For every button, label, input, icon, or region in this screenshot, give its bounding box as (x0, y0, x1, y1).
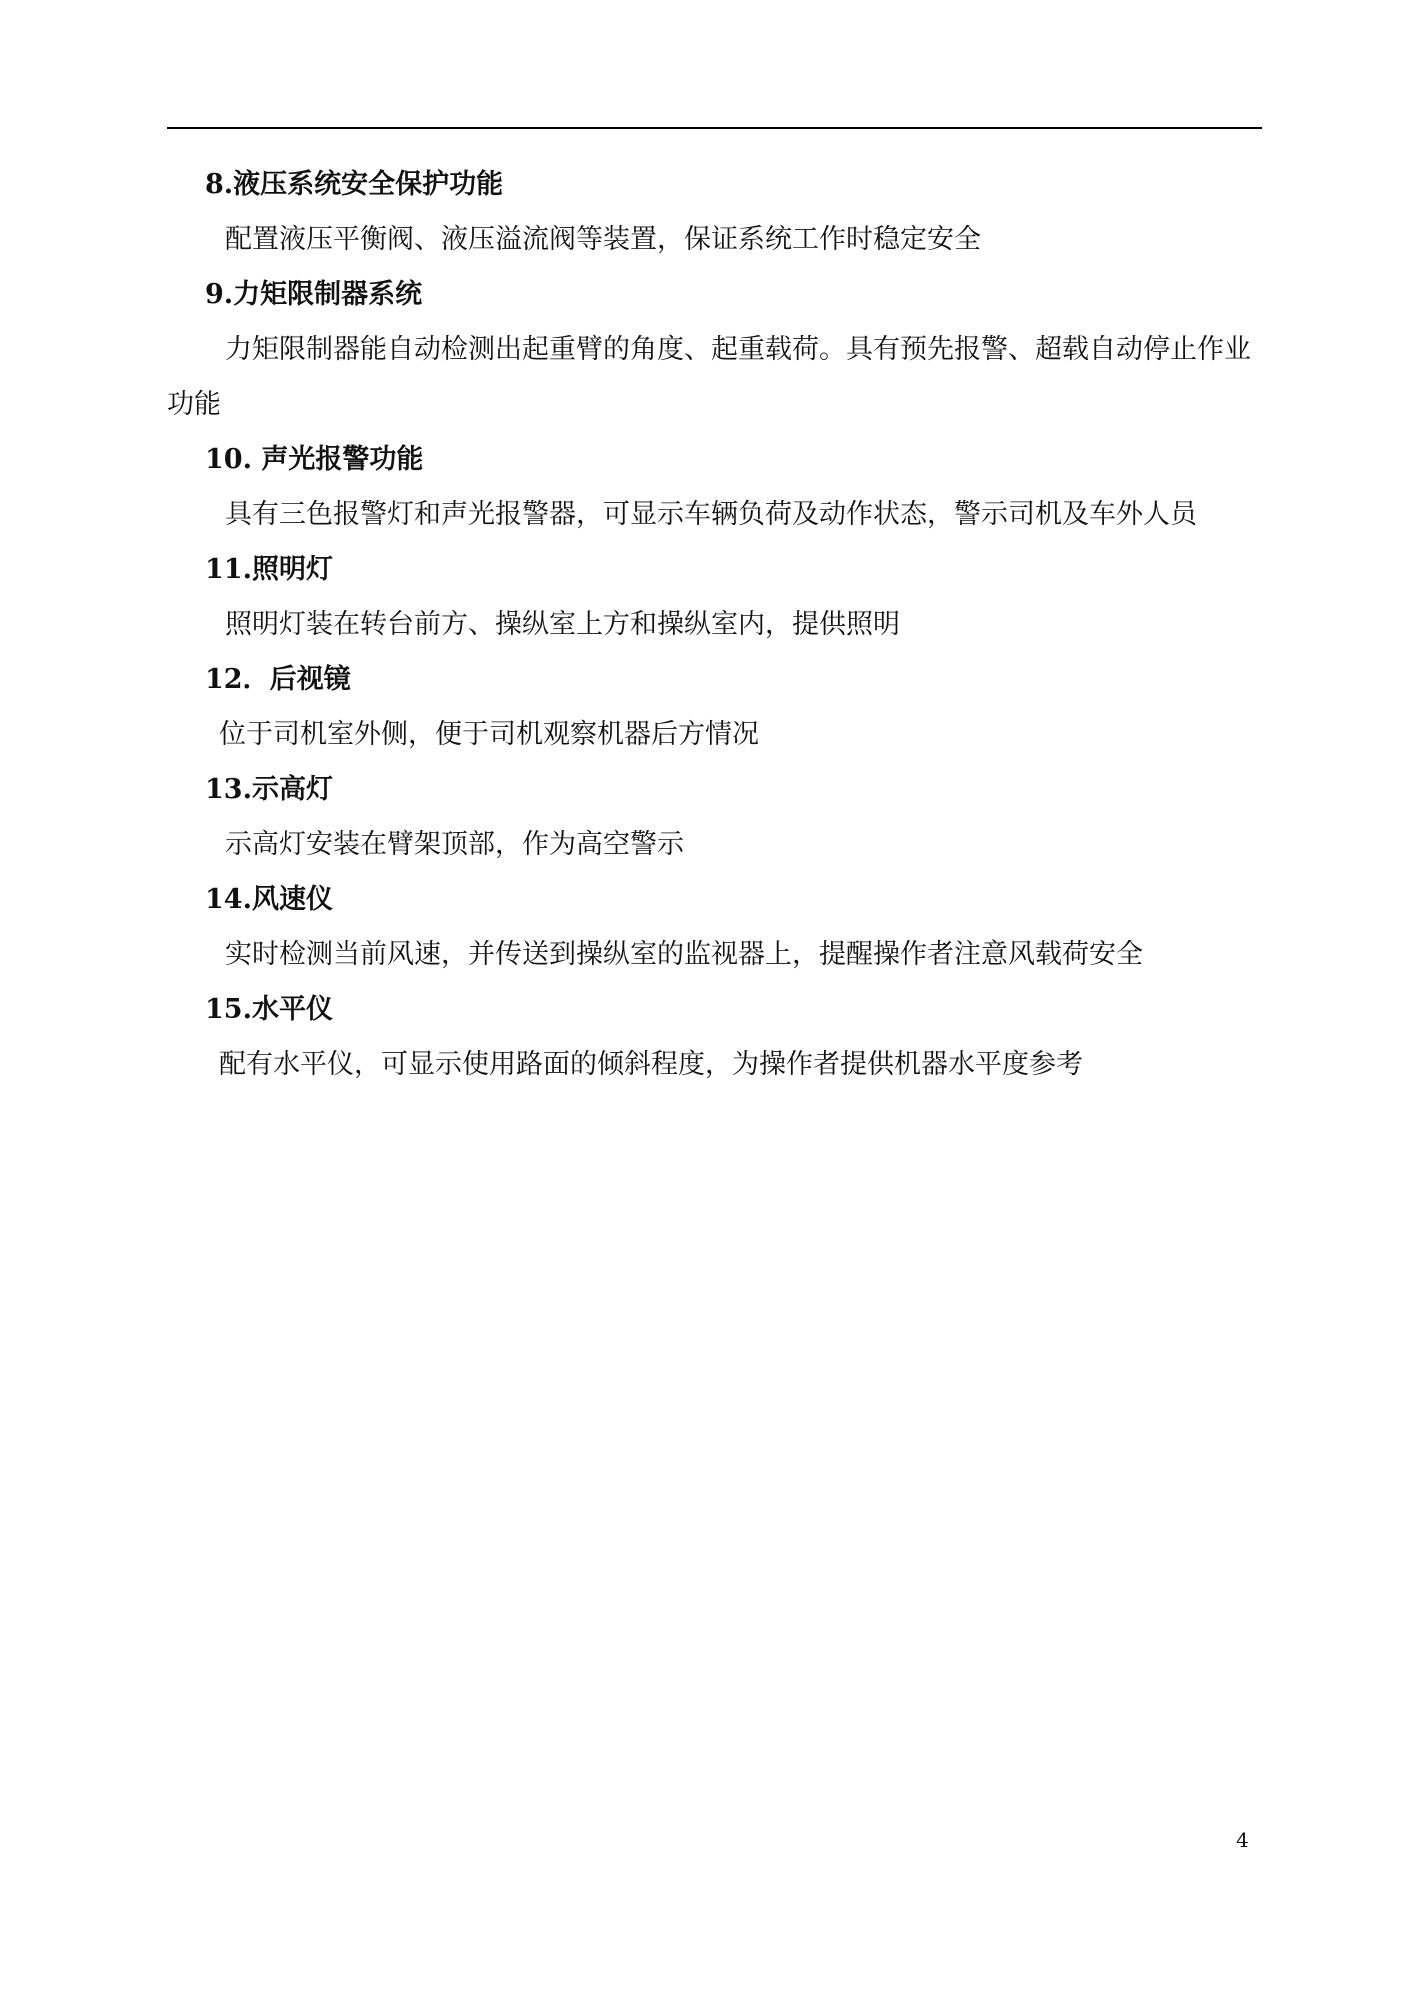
section-heading-8: 8.液压系统安全保护功能 (205, 169, 504, 200)
section-body-14: 实时检测当前风速，并传送到操纵室的监视器上，提醒操作者注意风载荷安全 (225, 939, 1143, 970)
section-heading-13: 13.示高灯 (205, 774, 333, 805)
section-heading-14: 14.风速仪 (205, 884, 333, 915)
page-number: 4 (1236, 1828, 1249, 1852)
section-body-11: 照明灯装在转台前方、操纵室上方和操纵室内，提供照明 (225, 609, 900, 640)
section-body-12: 位于司机室外侧，便于司机观察机器后方情况 (219, 719, 759, 750)
section-heading-10: 10. 声光报警功能 (205, 444, 424, 475)
section-heading-12: 12．后视镜 (205, 664, 351, 695)
section-heading-15: 15.水平仪 (205, 994, 333, 1025)
header-rule (167, 127, 1262, 129)
section-body-8: 配置液压平衡阀、液压溢流阀等装置，保证系统工作时稳定安全 (225, 224, 981, 255)
section-body-9: 力矩限制器能自动检测出起重臂的角度、起重载荷。具有预先报警、超载自动停止作业功能 (167, 334, 1251, 420)
section-body-15: 配有水平仪，可显示使用路面的倾斜程度，为操作者提供机器水平度参考 (219, 1049, 1083, 1080)
section-body-10: 具有三色报警灯和声光报警器，可显示车辆负荷及动作状态，警示司机及车外人员 (225, 499, 1197, 530)
section-heading-11: 11.照明灯 (205, 554, 333, 585)
section-body-13: 示高灯安装在臂架顶部，作为高空警示 (225, 829, 684, 860)
section-heading-9: 9.力矩限制器系统 (205, 279, 423, 310)
